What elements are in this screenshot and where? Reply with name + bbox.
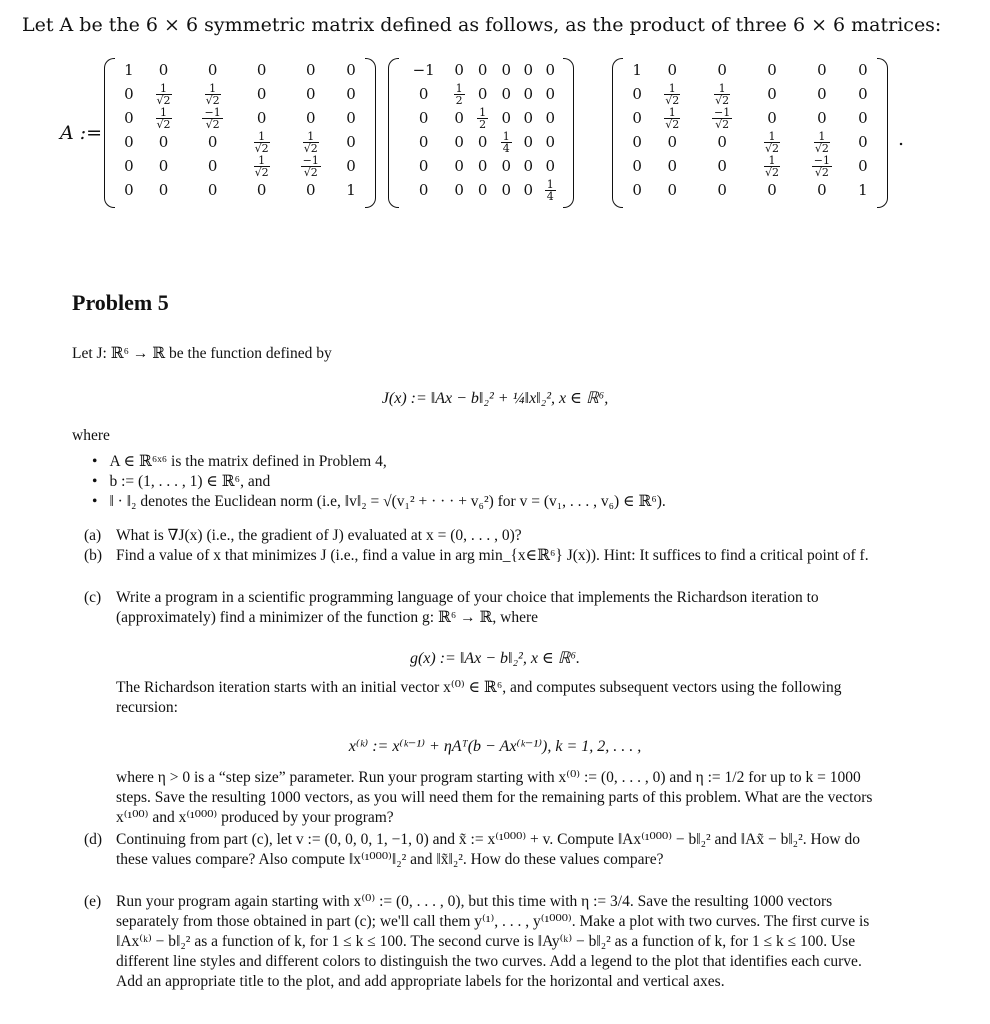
matrix-entry: 0 [454,157,464,175]
matrix-row [116,154,364,178]
matrix-entry: 0 [767,181,777,199]
matrix-entry: 0 [523,133,533,151]
matrix-entry: 0 [717,133,727,151]
matrix-entry: 0 [418,85,429,103]
matrix-entry: 0 [207,181,218,199]
matrix-entry: 0 [667,133,678,151]
matrix-entry: 0 [305,85,316,103]
where-label: where [72,427,110,444]
matrix-entry: 0 [256,181,267,199]
matrix-entry: $\frac{1}{√2}$ [156,105,171,131]
matrix-2-table [400,58,562,202]
matrix-entry: 0 [124,109,134,127]
matrix-entry: $\frac{1}{√2}$ [254,129,269,155]
matrix-entry: 0 [124,133,134,151]
matrix-entry: 0 [477,157,488,175]
matrix-entry: 0 [158,157,169,175]
matrix-row [624,106,876,130]
matrix-entry: 0 [817,109,827,127]
matrix-end: . [898,128,905,150]
matrix-entry: 0 [632,109,642,127]
part-text: What is ∇J(x) (i.e., the gradient of J) evaluated at x = (0, . . . , 0)? [116,527,522,544]
matrix-entry: 0 [158,181,169,199]
part-d [84,830,884,870]
matrix-entry: $\frac{1}{4}$ [502,129,510,155]
matrix-entry: $\frac{1}{2}$ [479,105,487,131]
matrix-entry: 0 [858,85,868,103]
part-label: (d) [84,831,103,848]
matrix-entry: 0 [256,85,267,103]
matrix-entry: $\frac{1}{√2}$ [715,81,730,107]
matrix-entry: $\frac{1}{√2}$ [665,81,680,107]
matrix-entry: 0 [717,157,727,175]
matrix-row [116,106,364,130]
matrix-entry: 0 [477,133,488,151]
part-text: Find a value of x that minimizes J (i.e., find a value in arg min_{x∈ℝ⁶} J(x)). Hint: It suffices to find a critical point of f. [116,547,869,564]
matrix-entry: $\frac{1}{√2}$ [303,129,318,155]
matrix-entry: 0 [477,61,488,79]
matrix-entry: 0 [501,85,511,103]
matrix-entry: 0 [346,157,356,175]
matrix-row [116,130,364,154]
part-text: Continuing from part (c), let v := (0, 0, 0, 1, −1, 0) and x̃ := x⁽¹⁰⁰⁰⁾ + v. Compute ‖Ax⁽¹⁰⁰⁰⁾ − b‖₂² and ‖Ax̃ − b‖₂². How do these values compare? Also compute ‖x⁽¹⁰⁰⁰⁾‖₂² and ‖x̃‖₂². How do these values compare? [116,831,860,868]
matrix-row [400,106,562,130]
list-item: • b := (1, . . . , 1) ∈ ℝ⁶, and [92,472,666,492]
matrix-entry: 0 [124,85,134,103]
part-e [84,892,884,992]
matrix-entry: 0 [501,157,511,175]
richardson-intro [84,678,884,718]
part-label: (e) [84,893,102,910]
matrix-entry: 0 [632,133,642,151]
part-c-after-text: where η > 0 is a “step size” parameter. Run your program starting with x⁽⁰⁾ := (0, . . . , 0) and η := 1/2 for up to k = 1000 steps. Save the resulting 1000 vectors, as you will need them for the remaining parts of this problem. What are the vectors x⁽¹⁰⁰⁾ and x⁽¹⁰⁰⁰⁾ produced by your program? [116,769,873,826]
matrix-row [624,154,876,178]
matrix-3 [612,56,888,212]
matrix-entry: 0 [124,157,134,175]
matrix-entry: $\frac{-1}{√2}$ [302,153,319,179]
matrix-entry: 0 [858,133,868,151]
part-text: Write a program in a scientific programming language of your choice that implements the Richardson iteration to (approximately) find a minimizer of the function g: ℝ⁶ → ℝ, where [116,589,819,626]
intro-text: Let A be the 6 × 6 symmetric matrix defined as follows, as the product of three 6 × 6 matrices: [22,14,942,36]
matrix-entry: 0 [858,157,868,175]
matrix-entry: 0 [124,181,134,199]
part-label: (a) [84,527,102,544]
definition-line: Let J: ℝ⁶ → ℝ be the function defined by [72,345,332,362]
matrix-entry: 0 [501,181,511,199]
matrix-entry: 0 [158,61,169,79]
matrix-entry: 0 [256,61,267,79]
matrix-entry: 0 [632,157,642,175]
recursion-formula: x⁽ᵏ⁾ := x⁽ᵏ⁻¹⁾ + ηAᵀ(b − Ax⁽ᵏ⁻¹⁾), k = 1, 2, . . . , [348,738,642,755]
matrix-entry: 0 [477,85,488,103]
part-label: (c) [84,589,102,606]
matrix-entry: 0 [454,133,464,151]
matrix-row [624,82,876,106]
matrix-entry: 0 [817,61,827,79]
assumption-list [92,452,666,512]
matrix-entry: 0 [454,181,464,199]
matrix-entry: $\frac{-1}{√2}$ [813,153,830,179]
matrix-entry: 0 [346,85,356,103]
matrix-entry: 0 [501,61,511,79]
matrix-entry: 0 [305,61,316,79]
matrix-row [116,178,364,202]
matrix-row [400,82,562,106]
list-item: • ‖ · ‖₂ denotes the Euclidean norm (i.e, ‖v‖₂ = √(v₁² + · · · + v₆²) for v = (v₁, . . . , v₆) ∈ ℝ⁶). [92,492,666,512]
matrix-entry: 0 [545,157,555,175]
matrix-entry: $\frac{-1}{√2}$ [714,105,731,131]
matrix-1-table [116,58,364,202]
part-text: Run your program again starting with x⁽⁰⁾ := (0, . . . , 0), but this time with η := 3/4. Save the resulting 1000 vectors separately from those obtained in part (c); we'll call them y⁽¹⁾, . . . , y⁽¹⁰⁰⁰⁾. Make a plot with two curves. The first curve is ‖Ax⁽ᵏ⁾ − b‖₂² as a function of k, for 1 ≤ k ≤ 100. The second curve is ‖Ay⁽ᵏ⁾ − b‖₂² as a function of k, for 1 ≤ k ≤ 100. Use different line styles and different colors to distinguish the two curves. Add a legend to the plot that identifies each curve. Add an appropriate title to the plot, and add appropriate labels for the horizontal and vertical axes. [116,893,870,990]
matrix-label: A := [60,122,103,144]
richardson-text: The Richardson iteration starts with an initial vector x⁽⁰⁾ ∈ ℝ⁶, and computes subsequent vectors using the following recursion: [116,679,842,716]
matrix-entry: 0 [767,109,777,127]
matrix-entry: 0 [545,133,555,151]
matrix-row [624,58,876,82]
matrix-entry: 0 [767,61,777,79]
matrix-entry: 0 [523,157,533,175]
matrix-entry: $\frac{1}{√2}$ [765,153,780,179]
matrix-entry: 0 [632,85,642,103]
matrix-entry: 0 [717,61,727,79]
matrix-entry: 0 [256,109,267,127]
matrix-entry: 0 [667,181,678,199]
j-formula: J(x) := ‖Ax − b‖₂² + ¼‖x‖₂², x ∈ ℝ⁶, [381,390,609,407]
g-formula: g(x) := ‖Ax − b‖₂², x ∈ ℝ⁶. [409,650,581,667]
matrix-entry: 0 [523,109,533,127]
matrix-row [624,130,876,154]
matrix-entry: $\frac{1}{4}$ [546,177,554,203]
matrix-entry: $\frac{-1}{√2}$ [204,105,221,131]
matrix-row [116,82,364,106]
matrix-row [400,130,562,154]
matrix-row [624,178,876,202]
matrix-entry: 0 [858,61,868,79]
matrix-row [400,58,562,82]
matrix-row [116,58,364,82]
matrix-entry: 0 [477,181,488,199]
matrix-entry: 0 [767,85,777,103]
matrix-entry: 1 [124,61,134,79]
matrix-entry: 1 [632,61,642,79]
matrix-entry: 0 [667,61,678,79]
part-c-continued [84,768,884,828]
matrix-entry: 0 [545,85,555,103]
matrix-entry: 0 [817,85,827,103]
part-b [84,546,884,566]
matrix-entry: 0 [418,157,429,175]
matrix-entry: 0 [346,109,356,127]
matrix-entry: 0 [305,181,316,199]
matrix-entry: 0 [346,61,356,79]
matrix-entry: 1 [858,181,868,199]
matrix-entry: 0 [454,109,464,127]
part-label: (b) [84,547,103,564]
matrix-entry: 0 [158,133,169,151]
list-item: • A ∈ ℝ⁶ˣ⁶ is the matrix defined in Problem 4, [92,452,666,472]
matrix-1 [104,56,376,212]
matrix-entry: 0 [632,181,642,199]
matrix-entry: $\frac{1}{√2}$ [205,81,220,107]
matrix-entry: 0 [207,133,218,151]
matrix-entry: 0 [418,133,429,151]
matrix-row [400,154,562,178]
matrix-entry: 0 [523,61,533,79]
matrix-entry: 0 [717,181,727,199]
matrix-entry: 0 [346,133,356,151]
matrix-entry: 0 [858,109,868,127]
part-a [84,526,884,546]
matrix-3-table [624,58,876,202]
problem-heading: Problem 5 [72,290,169,315]
matrix-entry: 0 [523,85,533,103]
matrix-definition [60,56,940,212]
matrix-entry: 0 [545,61,555,79]
matrix-entry: 0 [817,181,827,199]
matrix-entry: 0 [501,109,511,127]
matrix-entry: 0 [207,61,218,79]
matrix-entry: −1 [412,61,435,79]
matrix-entry: $\frac{1}{√2}$ [665,105,680,131]
matrix-entry: 0 [305,109,316,127]
matrix-entry: 0 [523,181,533,199]
matrix-entry: $\frac{1}{√2}$ [254,153,269,179]
matrix-2 [388,56,574,212]
matrix-entry: $\frac{1}{√2}$ [765,129,780,155]
matrix-entry: $\frac{1}{√2}$ [156,81,171,107]
part-c [84,588,884,628]
matrix-entry: 0 [418,181,429,199]
matrix-entry: 0 [545,109,555,127]
matrix-entry: 1 [346,181,356,199]
matrix-row [400,178,562,202]
matrix-entry: 0 [418,109,429,127]
matrix-entry: 0 [207,157,218,175]
matrix-entry: 0 [454,61,464,79]
matrix-entry: 0 [667,157,678,175]
matrix-entry: $\frac{1}{2}$ [455,81,463,107]
matrix-entry: $\frac{1}{√2}$ [814,129,829,155]
